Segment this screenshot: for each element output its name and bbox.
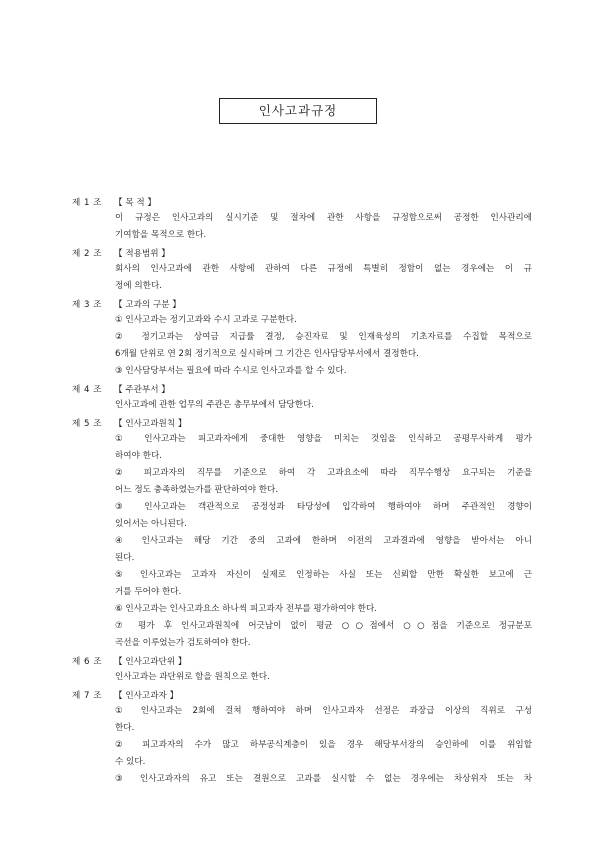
article-number: 제 5 조 bbox=[72, 418, 103, 429]
article-title: 【 인사고과원칙 】 bbox=[114, 418, 187, 429]
article-text-line: ⑤ 인사고과는 고과자 자신이 실제로 인정하는 사실 또는 신뢰할 만한 확실한 보고에 근 bbox=[115, 570, 532, 580]
article-text-line: ⑦ 평가 후 인사고과원칙에 어긋남이 없이 평균 ○○점에서 ○○점을 기준으로 정규분포 bbox=[115, 621, 532, 631]
article-number: 제 4 조 bbox=[72, 384, 103, 395]
article-number: 제 6 조 bbox=[72, 656, 103, 667]
article-text-line: ① 인사고과는 피고과자에게 중대한 영향을 미치는 것임을 인식하고 공평무사하게 평가 bbox=[115, 434, 532, 444]
article-text-line: 한다. bbox=[115, 723, 135, 733]
article-text-line: 인사고과는 과단위로 함을 원칙으로 한다. bbox=[115, 672, 270, 682]
article-text-line: 된다. bbox=[115, 553, 135, 563]
article-heading bbox=[72, 380, 532, 397]
article-body bbox=[72, 312, 532, 380]
article-body bbox=[72, 703, 532, 788]
article-heading bbox=[72, 414, 532, 431]
article-body bbox=[72, 669, 532, 686]
article-title: 【 인사고과단위 】 bbox=[114, 656, 187, 667]
article-title: 【 고과의 구분 】 bbox=[114, 299, 181, 310]
article-text-line: 기여함을 목적으로 한다. bbox=[115, 230, 207, 240]
article bbox=[72, 295, 532, 380]
article-body bbox=[72, 261, 532, 295]
article-title: 【 인사고과자 】 bbox=[114, 690, 179, 701]
article-text-line: ⑥ 인사고과는 인사고과요소 하나씩 피고과자 전부를 평가하여야 한다. bbox=[115, 604, 378, 614]
article-body bbox=[72, 431, 532, 652]
article-number: 제 7 조 bbox=[72, 690, 103, 701]
article-text-line: ① 인사고과는 2회에 걸쳐 행하여야 하며 인사고과자 선정은 과장급 이상의 직위로 구성 bbox=[115, 706, 532, 716]
regulation-body bbox=[72, 193, 532, 788]
article-text-line: ① 인사고과는 정기고과와 수시 고과로 구분한다. bbox=[115, 315, 297, 325]
document-title: 인사고과규정 bbox=[219, 98, 377, 124]
article-body bbox=[72, 397, 532, 414]
article-text-line: 거를 두어야 한다. bbox=[115, 587, 182, 597]
article-text-line: ② 피고과자의 수가 많고 하부공식계층이 있을 경우 해당부서장의 승인하에 이를 위임할 bbox=[115, 740, 532, 750]
article-title: 【 적용범위 】 bbox=[114, 248, 170, 259]
article-text-line: 6개월 단위로 연 2회 정기적으로 실시하며 그 기간은 인사담당부서에서 결정한다. bbox=[115, 349, 419, 359]
article-title: 【 주관부서 】 bbox=[114, 384, 170, 395]
article-number: 제 2 조 bbox=[72, 248, 103, 259]
article-number: 제 1 조 bbox=[72, 197, 103, 208]
article bbox=[72, 380, 532, 414]
article-heading bbox=[72, 193, 532, 210]
article-text-line: 이 규정은 인사고과의 실시기준 및 절차에 관한 사항을 규정함으로써 공정한 인사관리에 bbox=[115, 213, 532, 223]
article-body bbox=[72, 210, 532, 244]
article-text-line: ③ 인사고과자의 유고 또는 결원으로 고과를 실시할 수 없는 경우에는 차상위자 또는 차 bbox=[115, 774, 532, 784]
article-heading bbox=[72, 686, 532, 703]
article bbox=[72, 193, 532, 244]
article-number: 제 3 조 bbox=[72, 299, 103, 310]
article-heading bbox=[72, 295, 532, 312]
article bbox=[72, 414, 532, 652]
article-title: 【 목 적 】 bbox=[114, 197, 156, 208]
article-text-line: ④ 인사고과는 해당 기간 중의 고과에 한하며 이전의 고과결과에 영향을 받아서는 아니 bbox=[115, 536, 532, 546]
article-text-line: 정에 의한다. bbox=[115, 281, 162, 291]
article-text-line: 인사고과에 관한 업무의 주관은 총무부에서 담당한다. bbox=[115, 400, 315, 410]
article-text-line: ② 피고과자의 직무를 기준으로 하여 각 고과요소에 따라 직무수행상 요구되는 기준을 bbox=[115, 468, 532, 478]
article-text-line: 곡선을 이루었는가 검토하여야 한다. bbox=[115, 638, 251, 648]
article-text-line: 하여야 한다. bbox=[115, 451, 162, 461]
article bbox=[72, 652, 532, 686]
article-text-line: 회사의 인사고과에 관한 사항에 관하여 다른 규정에 특별히 정함이 없는 경우에는 이 규 bbox=[115, 264, 532, 274]
article-heading bbox=[72, 652, 532, 669]
article bbox=[72, 244, 532, 295]
article-text-line: ② 정기고과는 상여금 지급률 결정, 승진자료 및 인재육성의 기초자료를 수집할 목적으로 bbox=[115, 332, 532, 342]
article-text-line: 있어서는 아니된다. bbox=[115, 519, 187, 529]
article-text-line: ③ 인사고과는 객관적으로 공정성과 타당성에 입각하여 행하여야 하며 주관적인 경향이 bbox=[115, 502, 532, 512]
article-text-line: ③ 인사담당부서는 필요에 따라 수시로 인사고과를 할 수 있다. bbox=[115, 366, 347, 376]
article-heading bbox=[72, 244, 532, 261]
article bbox=[72, 686, 532, 788]
article-text-line: 수 있다. bbox=[115, 757, 146, 767]
article-text-line: 어느 정도 충족하였는가를 판단하여야 한다. bbox=[115, 485, 279, 495]
